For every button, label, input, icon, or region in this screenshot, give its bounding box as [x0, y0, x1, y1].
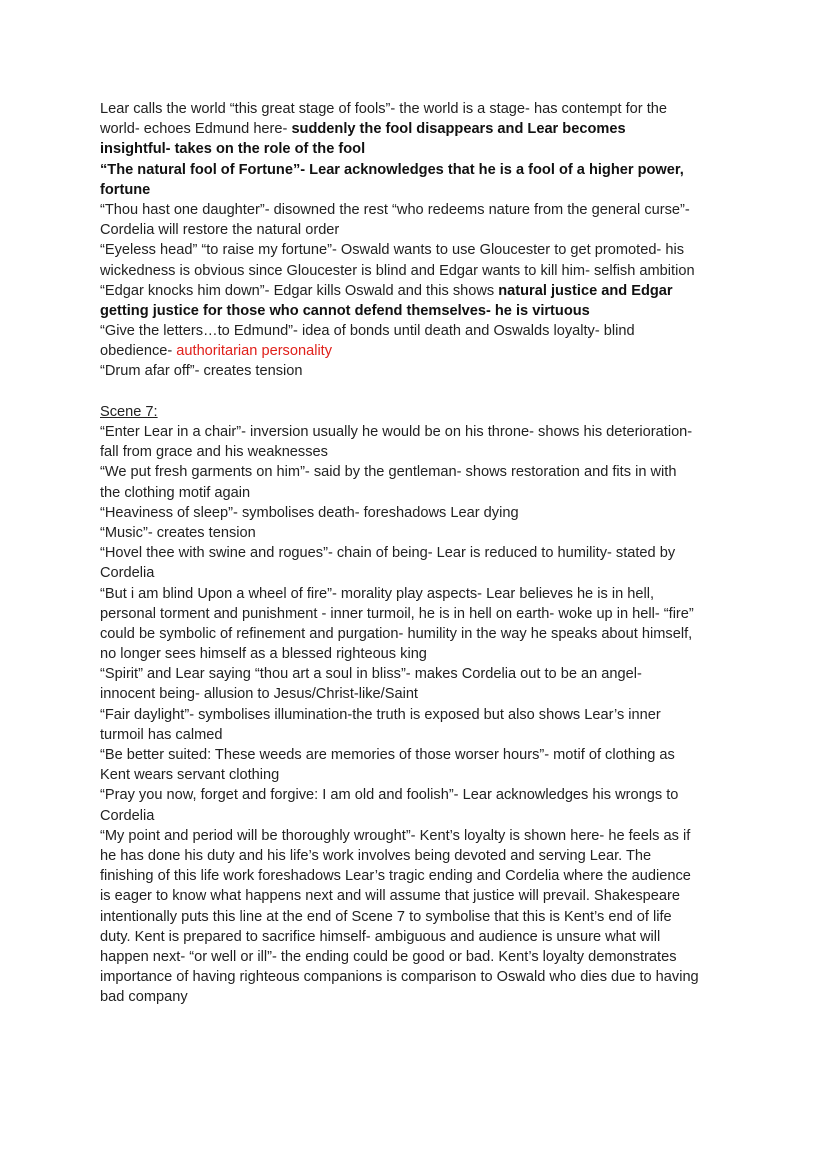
- text-span: “Spirit” and Lear saying “thou art a soul in bliss”- makes Cordelia out to be an angel-: [100, 666, 642, 683]
- text-span: finishing of this life work foreshadows Lear’s tragic ending and Cordelia where the audience: [100, 868, 691, 885]
- text-span: personal torment and punishment - inner turmoil, he is in hell on earth- woke up in hell- “fire”: [100, 605, 694, 622]
- text-line: [100, 846, 740, 866]
- bold-text: insightful- takes on the role of the fool: [100, 141, 366, 158]
- text-span: “But i am blind Upon a wheel of fire”- morality play aspects- Lear believes he is in hell,: [100, 585, 655, 602]
- text-line: [100, 664, 740, 684]
- text-line: [100, 563, 740, 583]
- text-line: [100, 745, 740, 765]
- text-span: “Thou hast one daughter”- disowned the rest “who redeems nature from the general curse”-: [100, 201, 690, 218]
- text-line: [100, 261, 740, 281]
- text-line: [100, 462, 740, 482]
- text-span: happen next- “or well or ill”- the ending could be good or bad. Kent’s loyalty demonstrates: [100, 948, 677, 965]
- paragraph: [100, 99, 740, 160]
- text-line: [100, 139, 740, 159]
- text-line: [100, 826, 740, 846]
- text-line: [100, 967, 740, 987]
- text-line: [100, 927, 740, 947]
- text-line: [100, 422, 740, 442]
- section-heading: [100, 402, 740, 422]
- text-span: “My point and period will be thoroughly wrought”- Kent’s loyalty is shown here- he feels as if: [100, 827, 691, 844]
- text-span: “Pray you now, forget and forgive: I am old and foolish”- Lear acknowledges his wrongs to: [100, 787, 679, 804]
- text-span: “Enter Lear in a chair”- inversion usually he would be on his throne- shows his deterioration-: [100, 424, 693, 440]
- text-line: [100, 684, 740, 704]
- highlighted-text: authoritarian personality: [176, 343, 333, 360]
- text-line: [100, 99, 740, 119]
- paragraph: [100, 543, 740, 583]
- text-span: “Music”- creates tension: [100, 524, 256, 541]
- text-line: [100, 200, 740, 220]
- paragraph: [100, 826, 740, 1008]
- text-line: [100, 483, 740, 503]
- text-span: importance of having righteous companions is comparison to Oswald who dies due to having: [100, 969, 699, 986]
- text-span: innocent being- allusion to Jesus/Christ-like/Saint: [100, 686, 418, 703]
- text-line: [100, 604, 740, 624]
- text-span: world- echoes Edmund here-: [100, 121, 292, 138]
- text-line: [100, 886, 740, 906]
- underlined-heading: Scene 7:: [100, 403, 158, 420]
- text-line: [100, 785, 740, 805]
- text-line: [100, 765, 740, 785]
- text-span: is eager to know what happens next and will assume that justice will prevail. Shakespeare: [100, 888, 681, 905]
- text-line: [100, 220, 740, 240]
- text-line: [100, 281, 740, 301]
- text-line: [100, 907, 740, 927]
- text-span: the clothing motif again: [100, 484, 251, 501]
- paragraph: [100, 422, 740, 462]
- text-line: [100, 160, 740, 180]
- text-span: intentionally puts this line at the end of Scene 7 to symbolise that this is Kent’s end of life: [100, 908, 672, 925]
- text-span: no longer sees himself as a blessed righteous king: [100, 646, 427, 663]
- paragraph: [100, 361, 740, 381]
- paragraph: [100, 664, 740, 704]
- paragraph: [100, 785, 740, 825]
- text-span: Cordelia will restore the natural order: [100, 222, 340, 239]
- text-line: [100, 543, 740, 563]
- text-line: [100, 987, 740, 1007]
- paragraph: [100, 705, 740, 745]
- text-span: bad company: [100, 989, 188, 1006]
- text-line: [100, 402, 740, 422]
- text-line: [100, 725, 740, 745]
- text-line: [100, 240, 740, 260]
- bold-text: “The natural fool of Fortune”- Lear acknowledges that he is a fool of a higher power,: [100, 161, 684, 178]
- bold-text: suddenly the fool disappears and Lear becomes: [291, 121, 626, 138]
- bold-text: getting justice for those who cannot defend themselves- he is virtuous: [100, 302, 590, 319]
- text-line: [100, 523, 740, 543]
- text-line: [100, 624, 740, 644]
- text-span: he has done his duty and his life’s work involves being devoted and serving Lear. The: [100, 847, 652, 864]
- text-span: could be symbolic of refinement and purgation- humility in the way he speaks about himself,: [100, 625, 693, 642]
- paragraph: [100, 503, 740, 523]
- text-line: [100, 644, 740, 664]
- paragraph: [100, 281, 740, 321]
- text-span: fall from grace and his weaknesses: [100, 444, 328, 461]
- text-span: “Be better suited: These weeds are memories of those worser hours”- motif of clothing as: [100, 747, 675, 763]
- bold-text: fortune: [100, 181, 151, 198]
- text-line: [100, 947, 740, 967]
- text-span: “Heaviness of sleep”- symbolises death- foreshadows Lear dying: [100, 504, 519, 521]
- text-span: Cordelia: [100, 565, 155, 582]
- paragraph: [100, 462, 740, 502]
- text-span: “Give the letters…to Edmund”- idea of bonds until death and Oswalds loyalty- blind: [100, 323, 635, 340]
- paragraph: [100, 584, 740, 665]
- text-span: turmoil has calmed: [100, 726, 223, 743]
- paragraph: [100, 321, 740, 361]
- text-line: [100, 584, 740, 604]
- text-line: [100, 341, 740, 361]
- text-line: [100, 321, 740, 341]
- text-span: “Drum afar off”- creates tension: [100, 363, 303, 380]
- text-line: [100, 361, 740, 381]
- text-span: “Eyeless head” “to raise my fortune”- Oswald wants to use Gloucester to get promoted- his: [100, 242, 684, 259]
- text-line: [100, 119, 740, 139]
- text-line: [100, 442, 740, 462]
- text-span: “Hovel thee with swine and rogues”- chain of being- Lear is reduced to humility- stated by: [100, 545, 676, 562]
- text-span: wickedness is obvious since Gloucester is blind and Edgar wants to kill him- selfish ambition: [100, 262, 695, 279]
- text-span: Lear calls the world “this great stage of fools”- the world is a stage- has contempt for the: [100, 101, 667, 117]
- text-span: “Fair daylight”- symbolises illumination-the truth is exposed but also shows Lear’s inner: [100, 706, 661, 723]
- blank-line: [100, 382, 740, 402]
- text-line: [100, 705, 740, 725]
- text-line: [100, 806, 740, 826]
- text-line: [100, 866, 740, 886]
- paragraph: [100, 240, 740, 280]
- paragraph: [100, 745, 740, 785]
- paragraph: [100, 523, 740, 543]
- document-body: [100, 99, 740, 1007]
- text-span: obedience-: [100, 343, 177, 360]
- text-span: “Edgar knocks him down”- Edgar kills Oswald and this shows: [100, 282, 499, 299]
- bold-text: natural justice and Edgar: [498, 282, 673, 299]
- text-line: [100, 180, 740, 200]
- text-span: Kent wears servant clothing: [100, 767, 280, 784]
- paragraph: [100, 160, 740, 200]
- text-line: [100, 503, 740, 523]
- text-span: duty. Kent is prepared to sacrifice himself- ambiguous and audience is unsure what will: [100, 928, 661, 945]
- text-span: “We put fresh garments on him”- said by the gentleman- shows restoration and fits in with: [100, 464, 677, 481]
- paragraph: [100, 200, 740, 240]
- text-line: [100, 301, 740, 321]
- text-span: Cordelia: [100, 807, 155, 824]
